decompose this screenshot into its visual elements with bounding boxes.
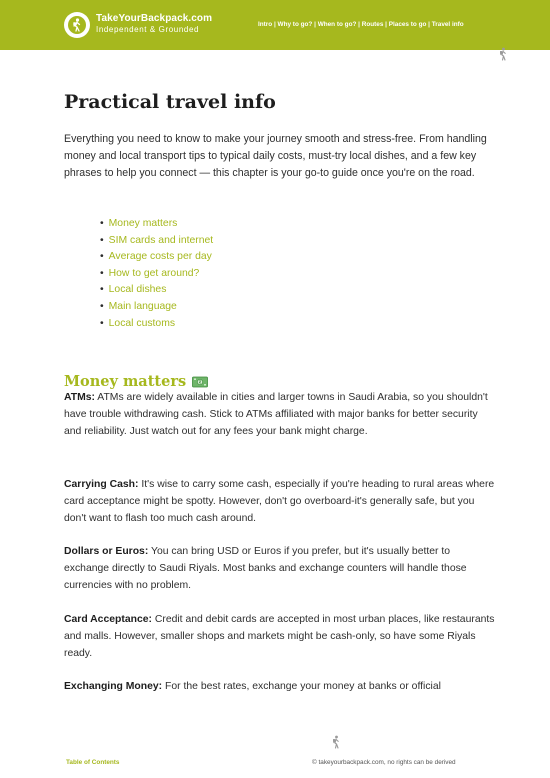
bullet-dot: • [100, 234, 104, 246]
bullet-dot: • [100, 284, 104, 296]
top-navigation [258, 21, 464, 28]
nav-places-to-go[interactable]: Places to go [388, 21, 427, 28]
paragraph-carrying-cash [64, 476, 496, 527]
chapter-contents-list [100, 216, 213, 332]
nav-routes[interactable]: Routes [361, 21, 384, 28]
hiker-icon [330, 735, 342, 749]
nav-separator: | [356, 21, 362, 28]
banknote-icon [192, 376, 208, 388]
paragraph-label: Exchanging Money: [64, 681, 163, 692]
paragraph-text: It's wise to carry some cash, especially if you're heading to rural areas where card acceptance might be spotty. However, don't go overboard-it's generally safe, but you don't want to flash too much cash around. [64, 479, 495, 524]
header-bar [0, 0, 550, 50]
copyright-notice: © takeyourbackpack.com, no rights can be derived [312, 759, 456, 766]
paragraph-card-acceptance [64, 611, 496, 662]
bullet-dot: • [100, 317, 104, 329]
toc-link-average-costs[interactable]: Average costs per day [108, 251, 212, 263]
toc-item [100, 316, 213, 333]
intro-paragraph: Everything you need to know to make your journey smooth and stress-free. From handling money and local transport tips to typical daily costs, must-try local dishes, and a few key phrases to help you connect — this chapter is your go-to guide once you're on the road. [64, 133, 487, 180]
hiker-logo-icon[interactable] [64, 12, 90, 38]
nav-why-to-go[interactable]: Why to go? [277, 21, 313, 28]
paragraph-label: Dollars or Euros: [64, 546, 149, 557]
toc-item [100, 216, 213, 233]
section-title-text: Money matters [64, 373, 187, 390]
toc-link-get-around[interactable]: How to get around? [108, 267, 200, 279]
paragraph-dollars-euros [64, 543, 496, 594]
page-title: Practical travel info [64, 91, 276, 113]
bullet-dot: • [100, 300, 104, 312]
nav-travel-info[interactable]: Travel info [431, 21, 464, 28]
brand-tagline: Independent & Grounded [96, 25, 200, 34]
nav-separator: | [383, 21, 389, 28]
nav-when-to-go[interactable]: When to go? [317, 21, 357, 28]
toc-item [100, 266, 213, 283]
paragraph-exchanging-money [64, 678, 496, 695]
paragraph-text: You can bring USD or Euros if you prefer, but it's usually better to exchange directly to Saudi Riyals. Most banks and exchange counters will handle those currencies with no problem. [64, 546, 467, 591]
nav-separator: | [426, 21, 432, 28]
toc-item [100, 233, 213, 250]
hiker-icon [497, 47, 509, 61]
paragraph-text: Credit and debit cards are accepted in most urban places, like restaurants and malls. However, smaller shops and markets might be cash-only, so have some Riyals ready. [64, 614, 495, 659]
toc-link-local-dishes[interactable]: Local dishes [108, 284, 167, 296]
bullet-dot: • [100, 218, 104, 229]
paragraph-label: ATMs: [64, 392, 95, 403]
toc-link-main-language[interactable]: Main language [108, 300, 177, 312]
nav-separator: | [312, 21, 318, 28]
nav-intro[interactable]: Intro [258, 21, 273, 28]
toc-link-sim-cards[interactable]: SIM cards and internet [108, 234, 214, 246]
toc-link-money-matters[interactable]: Money matters [108, 218, 178, 229]
paragraph-label: Carrying Cash: [64, 479, 139, 490]
paragraph-atms [64, 389, 496, 440]
paragraph-label: Card Acceptance: [64, 614, 152, 625]
paragraph-text: For the best rates, exchange your money at banks or official [162, 681, 441, 692]
toc-link-local-customs[interactable]: Local customs [108, 317, 176, 329]
paragraph-text: ATMs are widely available in cities and larger towns in Saudi Arabia, so you shouldn't have trouble withdrawing cash. Stick to ATMs affiliated with major banks for better security and reliability. Just watch out for any fees your bank might charge. [64, 392, 488, 437]
toc-item [100, 282, 213, 299]
brand-name[interactable]: TakeYourBackpack.com [96, 13, 213, 24]
section-title-money-matters [64, 373, 208, 390]
nav-separator: | [272, 21, 278, 28]
bullet-dot: • [100, 251, 104, 263]
table-of-contents-link[interactable]: Table of Contents [66, 759, 120, 766]
bullet-dot: • [100, 267, 104, 279]
toc-item [100, 249, 213, 266]
toc-item [100, 299, 213, 316]
